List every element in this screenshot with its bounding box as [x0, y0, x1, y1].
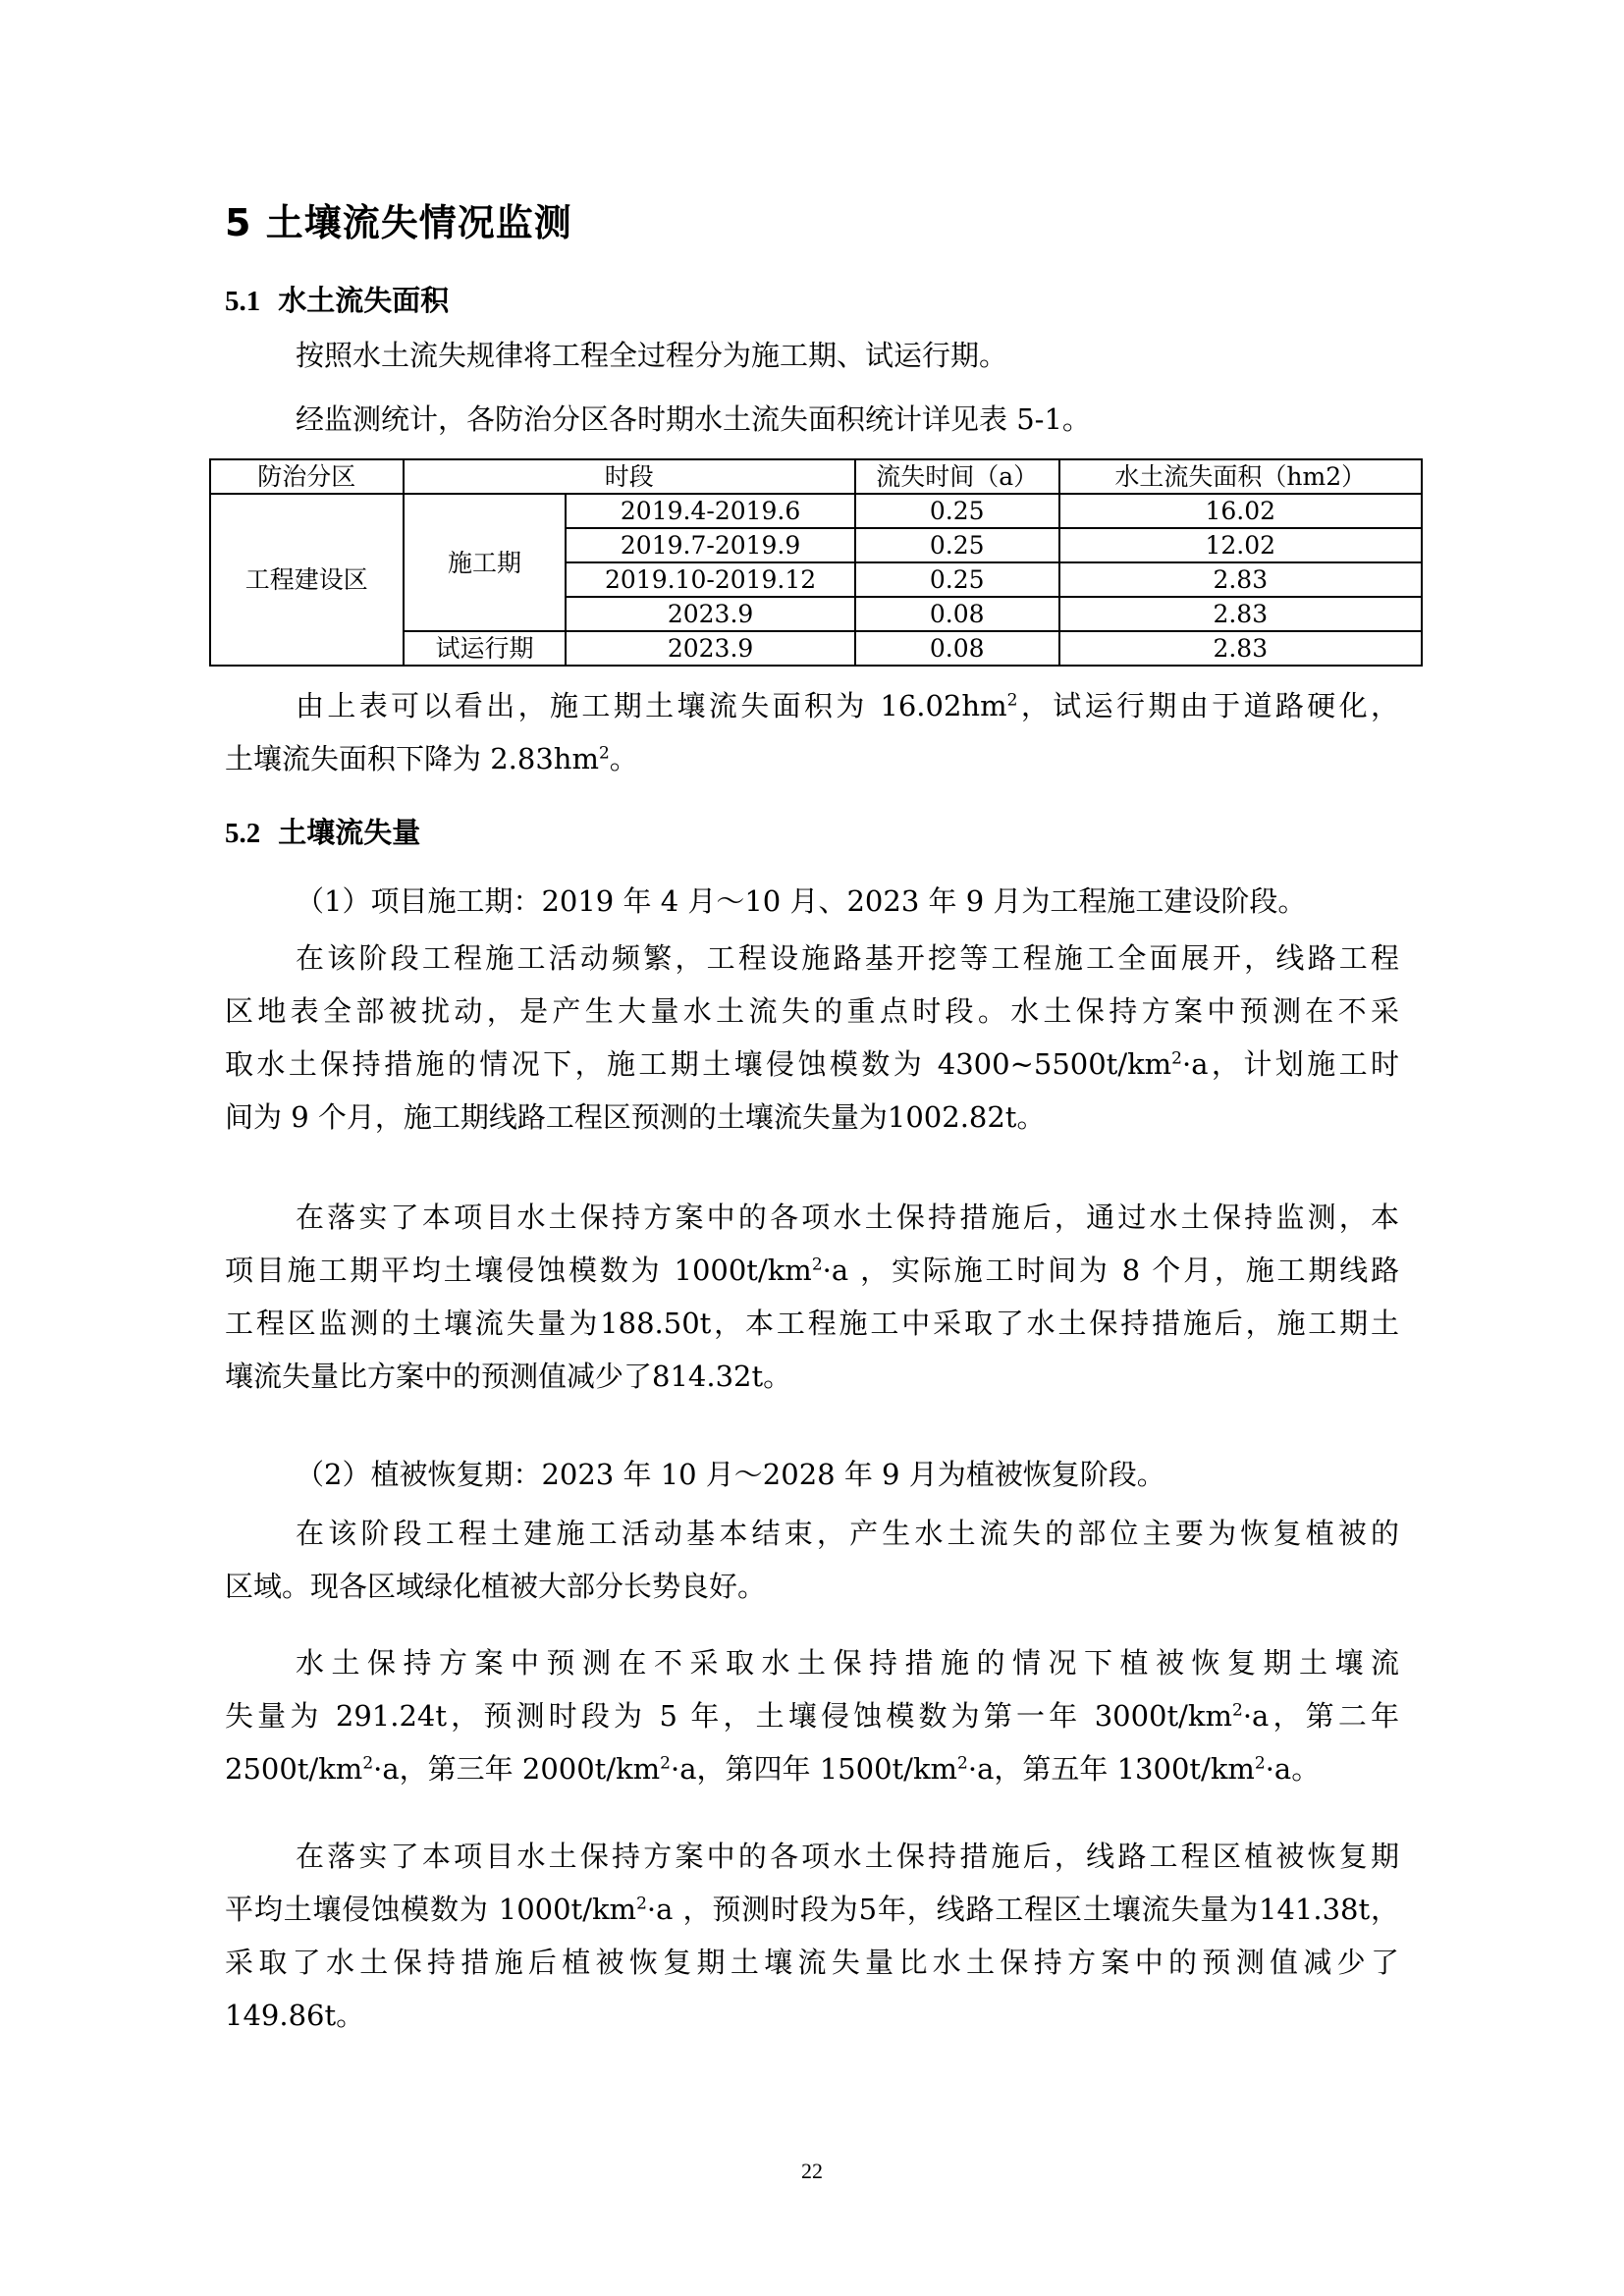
section-heading — [225, 192, 572, 246]
paragraph-line — [225, 732, 1399, 785]
subsection-heading-5-2 — [225, 811, 420, 851]
paragraph-line: 在落实了本项目水土保持方案中的各项水土保持措施后，通过水土保持监测，本 — [296, 1201, 1399, 1234]
subsection-heading-5-1 — [225, 279, 449, 319]
text-run: 平均土壤侵蚀模数为 1000t/km — [225, 1893, 637, 1926]
paragraph — [225, 679, 1399, 785]
paragraph-line — [225, 1689, 1399, 1742]
table-cell: 2019.4-2019.6 — [566, 494, 855, 528]
paragraph-line: 区地表全部被扰动，是产生大量水土流失的重点时段。水土保持方案中预测在不采 — [225, 994, 1399, 1028]
table-cell: 0.25 — [855, 528, 1059, 562]
text-run: ·a，第四年 1500t/km — [671, 1752, 958, 1786]
paragraph-line: 间为 9 个月，施工期线路工程区预测的土壤流失量为1002.82t。 — [225, 1100, 1046, 1134]
paragraph-line — [225, 1244, 1399, 1297]
table-cell: 2023.9 — [566, 597, 855, 631]
text-run: ·a。 — [1265, 1752, 1321, 1786]
table-cell: 2.83 — [1059, 562, 1422, 597]
erosion-area-table — [209, 458, 1423, 667]
table-cell: 2019.10-2019.12 — [566, 562, 855, 597]
paragraph-line: 水土保持方案中预测在不采取水土保持措施的情况下植被恢复期土壤流 — [296, 1646, 1399, 1680]
paragraph — [225, 875, 1399, 928]
paragraph-line: （1）项目施工期：2019 年 4 月～10 月、2023 年 9 月为工程施工建设阶段。 — [296, 884, 1307, 918]
subsection-number: 5.2 — [225, 818, 261, 849]
section-number: 5 — [225, 201, 252, 244]
text-run: ·a，第二年 — [1242, 1699, 1400, 1733]
table-header: 流失时间（a） — [855, 459, 1059, 494]
superscript: 2 — [957, 1753, 968, 1774]
table-cell: 0.25 — [855, 494, 1059, 528]
table-row — [210, 494, 1422, 528]
paragraph-line: 壤流失量比方案中的预测值减少了814.32t。 — [225, 1360, 792, 1393]
superscript: 2 — [362, 1753, 374, 1774]
table-cell: 0.25 — [855, 562, 1059, 597]
superscript: 2 — [598, 743, 610, 764]
paragraph-line — [225, 1038, 1399, 1091]
text-run: ·a，计划施工时 — [1182, 1047, 1399, 1081]
table-header: 水土流失面积（hm2） — [1059, 459, 1422, 494]
superscript: 2 — [1171, 1048, 1182, 1069]
paragraph-line: 采取了水土保持措施后植被恢复期土壤流失量比水土保持方案中的预测值减少了 — [225, 1946, 1399, 1979]
section-title: 土壤流失情况监测 — [265, 201, 572, 244]
table-cell-phase: 施工期 — [404, 494, 567, 631]
paragraph — [225, 1830, 1399, 2042]
text-run: ·a ，预测时段为5年，线路工程区土壤流失量为141.38t， — [646, 1893, 1399, 1926]
paragraph-line: 在落实了本项目水土保持方案中的各项水土保持措施后，线路工程区植被恢复期 — [296, 1840, 1399, 1873]
paragraph — [225, 1636, 1399, 1795]
table-cell: 2.83 — [1059, 631, 1422, 666]
table-cell: 2.83 — [1059, 597, 1422, 631]
paragraph-line: 按照水土流失规律将工程全过程分为施工期、试运行期。 — [296, 339, 1008, 372]
paragraph-line — [225, 679, 1399, 732]
table-cell-phase: 试运行期 — [404, 631, 567, 666]
paragraph-line: （2）植被恢复期：2023 年 10 月～2028 年 9 月为植被恢复阶段。 — [296, 1458, 1165, 1491]
table-cell: 0.08 — [855, 631, 1059, 666]
text-run: ·a ，实际施工时间为 8 个月，施工期线路 — [822, 1254, 1399, 1287]
subsection-title: 水土流失面积 — [278, 284, 450, 317]
paragraph — [225, 1191, 1399, 1403]
table-cell: 16.02 — [1059, 494, 1422, 528]
paragraph — [225, 1507, 1399, 1613]
subsection-number: 5.1 — [225, 286, 261, 317]
paragraph-line: 经监测统计，各防治分区各时期水土流失面积统计详见表 5-1。 — [296, 402, 1091, 436]
text-run: 。 — [609, 742, 638, 775]
paragraph-line: 在该阶段工程土建施工活动基本结束，产生水土流失的部位主要为恢复植被的 — [296, 1517, 1399, 1550]
table-cell-zone: 工程建设区 — [210, 494, 404, 666]
paragraph-line: 区域。现各区域绿化植被大部分长势良好。 — [225, 1570, 767, 1603]
paragraph-line: 在该阶段工程施工活动频繁，工程设施路基开挖等工程施工全面展开，线路工程 — [296, 941, 1399, 975]
superscript: 2 — [660, 1753, 671, 1774]
paragraph — [225, 329, 1399, 382]
page-number: 22 — [801, 2159, 823, 2183]
table-cell: 12.02 — [1059, 528, 1422, 562]
table-cell: 2019.7-2019.9 — [566, 528, 855, 562]
paragraph-line: 149.86t。 — [225, 1999, 365, 2032]
superscript: 2 — [811, 1255, 823, 1275]
superscript: 2 — [636, 1894, 647, 1914]
paragraph-line — [225, 1742, 1399, 1795]
text-run: 项目施工期平均土壤侵蚀模数为 1000t/km — [225, 1254, 812, 1287]
superscript: 2 — [1254, 1753, 1266, 1774]
superscript: 2 — [1232, 1700, 1243, 1721]
table-header: 防治分区 — [210, 459, 404, 494]
paragraph — [225, 393, 1399, 446]
table-header: 时段 — [404, 459, 855, 494]
subsection-title: 土壤流失量 — [278, 816, 421, 849]
table-header-row — [210, 459, 1422, 494]
table-cell: 0.08 — [855, 597, 1059, 631]
paragraph — [225, 932, 1399, 1144]
text-run: 土壤流失面积下降为 2.83hm — [225, 742, 599, 775]
text-run: ·a，第三年 2000t/km — [373, 1752, 661, 1786]
text-run: 失量为 291.24t，预测时段为 5 年，土壤侵蚀模数为第一年 3000t/km — [225, 1699, 1233, 1733]
text-run: 由上表可以看出，施工期土壤流失面积为 16.02hm — [296, 689, 1007, 722]
superscript: 2 — [1006, 690, 1018, 711]
text-run: ，试运行期由于道路硬化， — [1017, 689, 1399, 722]
text-run: 取水土保持措施的情况下，施工期土壤侵蚀模数为 4300~5500t/km — [225, 1047, 1172, 1081]
paragraph-line: 工程区监测的土壤流失量为188.50t，本工程施工中采取了水土保持措施后，施工期土 — [225, 1307, 1399, 1340]
paragraph — [225, 1448, 1399, 1501]
paragraph-line — [225, 1883, 1399, 1936]
text-run: ·a，第五年 1300t/km — [967, 1752, 1255, 1786]
text-run: 2500t/km — [225, 1752, 363, 1786]
table-cell: 2023.9 — [566, 631, 855, 666]
